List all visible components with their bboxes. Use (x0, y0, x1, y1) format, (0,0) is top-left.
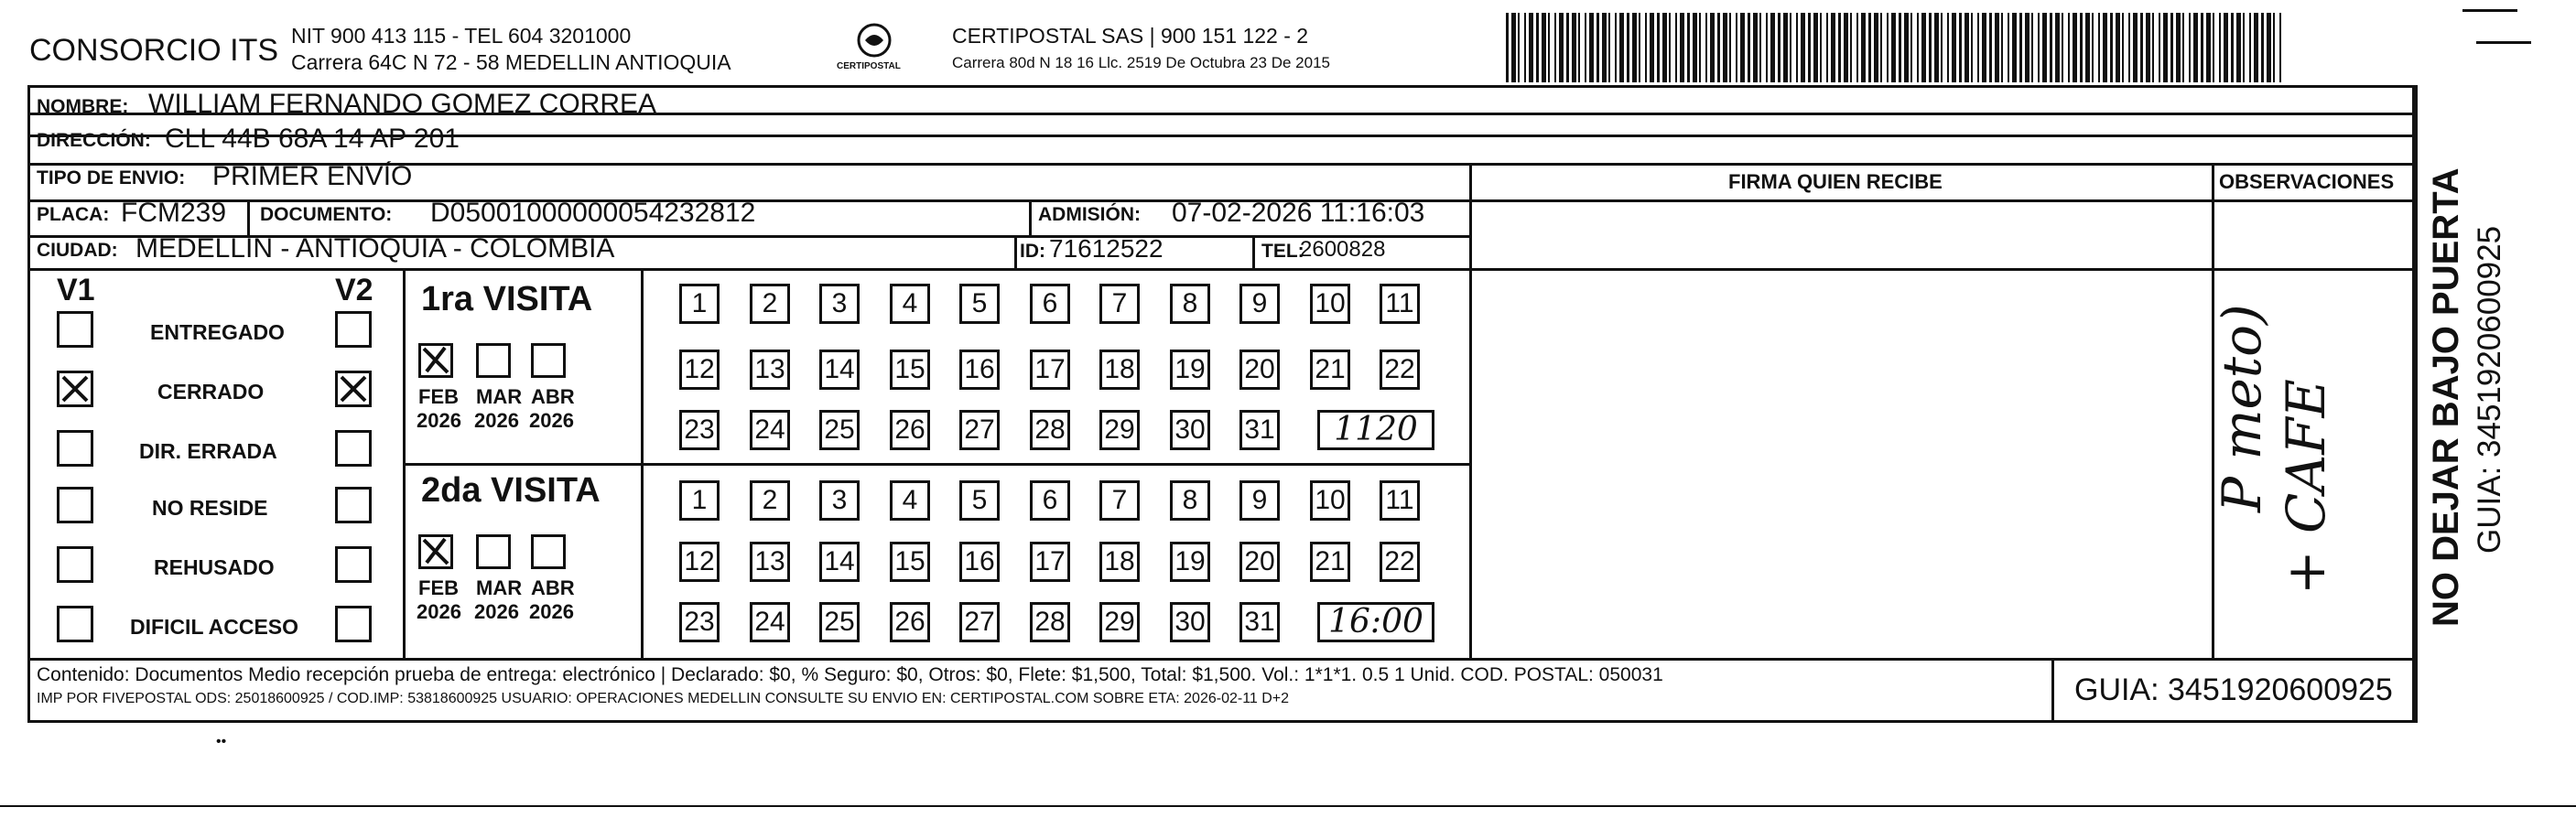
v1-checkbox[interactable] (57, 487, 93, 523)
barcode (1506, 13, 2284, 82)
day-box[interactable]: 9 (1239, 284, 1280, 324)
placa-label: PLACA: (37, 204, 110, 225)
day-box[interactable]: 7 (1099, 480, 1140, 521)
day-box[interactable]: 27 (959, 602, 1000, 642)
month-label: ABR (531, 576, 575, 599)
day-box[interactable]: 25 (819, 410, 860, 450)
company-nit: NIT 900 413 115 - TEL 604 3201000 (291, 24, 632, 48)
day-box[interactable]: 10 (1310, 284, 1350, 324)
day-box[interactable]: 26 (890, 410, 930, 450)
month-checkbox[interactable] (531, 343, 566, 378)
day-box[interactable]: 28 (1030, 602, 1070, 642)
admision-value: 07-02-2026 11:16:03 (1172, 198, 1425, 228)
day-box[interactable]: 29 (1099, 602, 1140, 642)
status-option-label: NO RESIDE (152, 496, 268, 520)
day-box[interactable]: 7 (1099, 284, 1140, 324)
day-box[interactable]: 23 (679, 410, 720, 450)
day-box[interactable]: 14 (819, 542, 860, 582)
v2-checkbox[interactable] (335, 430, 372, 467)
day-box[interactable]: 21 (1310, 350, 1350, 390)
day-box[interactable]: 1 (679, 480, 720, 521)
documento-label: DOCUMENTO: (260, 204, 393, 225)
direccion-value: CLL 44B 68A 14 AP 201 (165, 124, 460, 154)
observation-handwriting-2: + CAFE (2275, 379, 2337, 595)
month-label: ABR (531, 385, 575, 408)
status-option-label: DIFICIL ACCESO (130, 615, 299, 639)
day-box[interactable]: 13 (750, 542, 790, 582)
day-box[interactable]: 30 (1170, 410, 1210, 450)
side-guia: GUIA: 3451920600925 (2472, 225, 2507, 554)
day-box[interactable]: 20 (1239, 542, 1280, 582)
firma-header: FIRMA QUIEN RECIBE (1728, 170, 1943, 193)
month-checkbox[interactable] (418, 534, 453, 569)
day-box[interactable]: 17 (1030, 350, 1070, 390)
v1-checkbox[interactable] (57, 430, 93, 467)
day-box[interactable]: 3 (819, 284, 860, 324)
stray-mark: •• (216, 734, 227, 749)
status-option-label: ENTREGADO (150, 320, 285, 344)
month-checkbox[interactable] (476, 534, 511, 569)
id-value: 71612522 (1049, 234, 1164, 263)
day-box[interactable]: 15 (890, 542, 930, 582)
day-box[interactable]: 20 (1239, 350, 1280, 390)
day-box[interactable]: 31 (1239, 602, 1280, 642)
day-box[interactable]: 24 (750, 602, 790, 642)
day-box[interactable]: 23 (679, 602, 720, 642)
day-box[interactable]: 17 (1030, 542, 1070, 582)
documento-value: D05001000000054232812 (430, 198, 756, 228)
admision-label: ADMISIÓN: (1038, 204, 1141, 225)
certipostal-logo-icon (856, 22, 893, 59)
day-box[interactable]: 16 (959, 350, 1000, 390)
year-label: 2026 (417, 600, 461, 623)
year-label: 2026 (474, 409, 519, 432)
v2-checkbox[interactable] (335, 546, 372, 583)
footer-guia: GUIA: 3451920600925 (2074, 673, 2393, 707)
day-box[interactable]: 11 (1380, 480, 1420, 521)
year-label: 2026 (529, 600, 574, 623)
day-box[interactable]: 22 (1380, 542, 1420, 582)
v1-checkbox[interactable] (57, 311, 93, 348)
certipostal-nit: CERTIPOSTAL SAS | 900 151 122 - 2 (952, 24, 1309, 48)
v1-checkbox[interactable] (57, 546, 93, 583)
nombre-value: WILLIAM FERNANDO GOMEZ CORREA (148, 89, 657, 119)
v1-header: V1 (57, 273, 95, 307)
id-label: ID: (1020, 241, 1045, 262)
ciudad-value: MEDELLIN - ANTIOQUIA - COLOMBIA (135, 233, 615, 264)
day-box[interactable]: 4 (890, 284, 930, 324)
day-box[interactable]: 8 (1170, 284, 1210, 324)
day-box[interactable]: 15 (890, 350, 930, 390)
v2-checkbox[interactable] (335, 311, 372, 348)
observation-handwriting-1: P meto) (2211, 304, 2273, 512)
day-box[interactable]: 8 (1170, 480, 1210, 521)
placa-value: FCM239 (121, 198, 227, 228)
month-checkbox[interactable] (418, 343, 453, 378)
day-box[interactable]: 22 (1380, 350, 1420, 390)
day-box[interactable]: 5 (959, 480, 1000, 521)
no-dejar-bajo-puerta: NO DEJAR BAJO PUERTA (2426, 167, 2466, 627)
tipo-envio-value: PRIMER ENVÍO (212, 161, 413, 191)
company-name: CONSORCIO ITS (29, 33, 279, 68)
day-box[interactable]: 25 (819, 602, 860, 642)
day-box[interactable]: 10 (1310, 480, 1350, 521)
certipostal-address: Carrera 80d N 18 16 Llc. 2519 De Octubra 23 De 2015 (952, 54, 1330, 71)
day-box[interactable]: 5 (959, 284, 1000, 324)
visit-time-box[interactable]: 16:00 (1317, 602, 1434, 642)
day-box[interactable]: 3 (819, 480, 860, 521)
status-option-label: CERRADO (157, 380, 265, 404)
day-box[interactable]: 6 (1030, 480, 1070, 521)
day-box[interactable]: 30 (1170, 602, 1210, 642)
month-checkbox[interactable] (476, 343, 511, 378)
visit2-title: 2da VISITA (421, 471, 601, 510)
month-label: MAR (476, 576, 523, 599)
day-box[interactable]: 24 (750, 410, 790, 450)
day-box[interactable]: 31 (1239, 410, 1280, 450)
day-box[interactable]: 16 (959, 542, 1000, 582)
day-box[interactable]: 18 (1099, 350, 1140, 390)
direccion-label: DIRECCIÓN: (37, 130, 151, 151)
nombre-label: NOMBRE: (37, 96, 129, 117)
month-label: FEB (418, 576, 459, 599)
observaciones-header: OBSERVACIONES (2219, 170, 2395, 193)
day-box[interactable]: 21 (1310, 542, 1350, 582)
status-option-label: REHUSADO (154, 555, 275, 579)
year-label: 2026 (474, 600, 519, 623)
month-checkbox[interactable] (531, 534, 566, 569)
day-box[interactable]: 19 (1170, 542, 1210, 582)
v2-checkbox[interactable] (335, 606, 372, 642)
day-box[interactable]: 27 (959, 410, 1000, 450)
day-box[interactable]: 11 (1380, 284, 1420, 324)
day-box[interactable]: 28 (1030, 410, 1070, 450)
day-box[interactable]: 12 (679, 542, 720, 582)
company-address: Carrera 64C N 72 - 58 MEDELLIN ANTIOQUIA (291, 50, 731, 74)
ciudad-label: CIUDAD: (37, 240, 118, 261)
year-label: 2026 (529, 409, 574, 432)
day-box[interactable]: 12 (679, 350, 720, 390)
day-box[interactable]: 4 (890, 480, 930, 521)
day-box[interactable]: 18 (1099, 542, 1140, 582)
tipo-envio-label: TIPO DE ENVIO: (37, 167, 186, 188)
v1-checkbox[interactable] (57, 371, 93, 407)
day-box[interactable]: 2 (750, 480, 790, 521)
logo-caption: CERTIPOSTAL (837, 61, 901, 71)
day-box[interactable]: 13 (750, 350, 790, 390)
v1-checkbox[interactable] (57, 606, 93, 642)
footer-contenido: Contenido: Documentos Medio recepción prueba de entrega: electrónico | Declarado: $0, % Seguro: $0, Otros: $0, Flete: $1,500, Total: $1,500. Vol.: 1*1*1. 0.5 1 Unid. COD. POSTAL: 050031 (37, 664, 1663, 685)
month-label: FEB (418, 385, 459, 408)
year-label: 2026 (417, 409, 461, 432)
day-box[interactable]: 2 (750, 284, 790, 324)
tel-label: TEL: (1261, 241, 1304, 262)
day-box[interactable]: 1 (679, 284, 720, 324)
footer-impresion: IMP POR FIVEPOSTAL ODS: 25018600925 / COD.IMP: 53818600925 USUARIO: OPERACIONES MEDELLIN CONSULTE SU ENVIO EN: CERTIPOSTAL.COM SOBRE ETA: 2026-02-11 D+2 (37, 691, 1290, 706)
v2-checkbox[interactable] (335, 487, 372, 523)
day-box[interactable]: 14 (819, 350, 860, 390)
month-label: MAR (476, 385, 523, 408)
day-box[interactable]: 9 (1239, 480, 1280, 521)
day-box[interactable]: 19 (1170, 350, 1210, 390)
day-box[interactable]: 26 (890, 602, 930, 642)
status-option-label: DIR. ERRADA (139, 439, 277, 463)
visit1-title: 1ra VISITA (421, 280, 593, 318)
day-box[interactable]: 29 (1099, 410, 1140, 450)
v2-header: V2 (335, 273, 373, 307)
visit-time-box[interactable]: 1120 (1317, 410, 1434, 450)
v2-checkbox[interactable] (335, 371, 372, 407)
tel-value: 2600828 (1300, 237, 1386, 262)
day-box[interactable]: 6 (1030, 284, 1070, 324)
